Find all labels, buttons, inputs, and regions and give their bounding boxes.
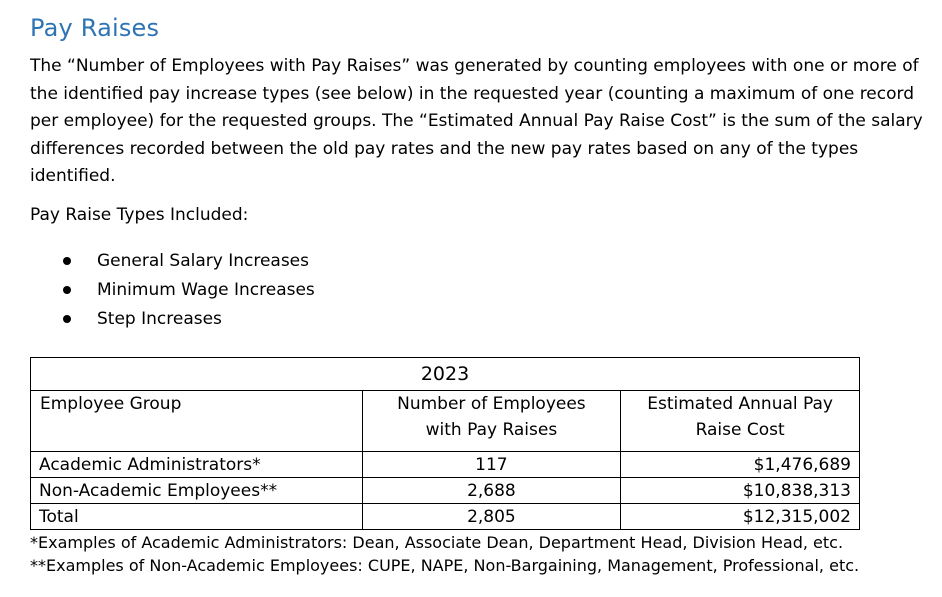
table-year-row	[31, 358, 860, 391]
header-raise-cost	[621, 391, 860, 452]
bullet-icon	[63, 315, 71, 323]
cell-count: 117	[362, 452, 621, 478]
pay-raise-types-label: Pay Raise Types Included:	[30, 205, 249, 225]
intro-paragraph: The “Number of Employees with Pay Raises” was generated by counting employees with one or more of the identified pay increase types (see below) in the requested year (counting a maximum of one record per employee) for the requested groups. The “Estimated Annual Pay Raise Cost” is the sum of the salary differences recorded between the old pay rates and the new pay rates based on any of the types identified.	[30, 56, 923, 186]
pay-raises-table	[30, 357, 860, 530]
header-employee-count	[362, 391, 621, 452]
header-cost-line2: Raise Cost	[695, 420, 785, 440]
list-item-label: General Salary Increases	[97, 251, 310, 271]
bullet-icon	[63, 286, 71, 294]
header-count-line2: with Pay Raises	[425, 420, 558, 440]
table-header-row	[31, 391, 860, 452]
footnote-non-academic: **Examples of Non-Academic Employees: CUPE, NAPE, Non-Bargaining, Management, Professional, etc.	[30, 556, 860, 575]
header-count-line1: Number of Employees	[397, 394, 586, 414]
cell-group: Non-Academic Employees**	[31, 478, 363, 504]
list-item-label: Step Increases	[97, 309, 222, 329]
list-item	[60, 277, 315, 306]
table-row	[31, 452, 860, 478]
list-item-label: Minimum Wage Increases	[97, 280, 315, 300]
cell-group: Academic Administrators*	[31, 452, 363, 478]
header-cost-line1: Estimated Annual Pay	[647, 394, 833, 414]
section-heading: Pay Raises	[30, 14, 160, 42]
cell-count: 2,688	[362, 478, 621, 504]
table-year: 2023	[31, 358, 860, 391]
header-employee-group	[31, 391, 363, 452]
pay-raise-types-list	[60, 248, 315, 335]
footnote-academic: *Examples of Academic Administrators: Dean, Associate Dean, Department Head, Division Head, etc.	[30, 533, 844, 552]
table-row	[31, 478, 860, 504]
cell-cost: $1,476,689	[621, 452, 860, 478]
cell-cost: $10,838,313	[621, 478, 860, 504]
cell-group: Total	[31, 504, 363, 530]
list-item	[60, 248, 315, 277]
cell-count: 2,805	[362, 504, 621, 530]
header-employee-group-text: Employee Group	[40, 394, 182, 414]
bullet-icon	[63, 257, 71, 265]
cell-cost: $12,315,002	[621, 504, 860, 530]
list-item	[60, 306, 315, 335]
table-total-row	[31, 504, 860, 530]
